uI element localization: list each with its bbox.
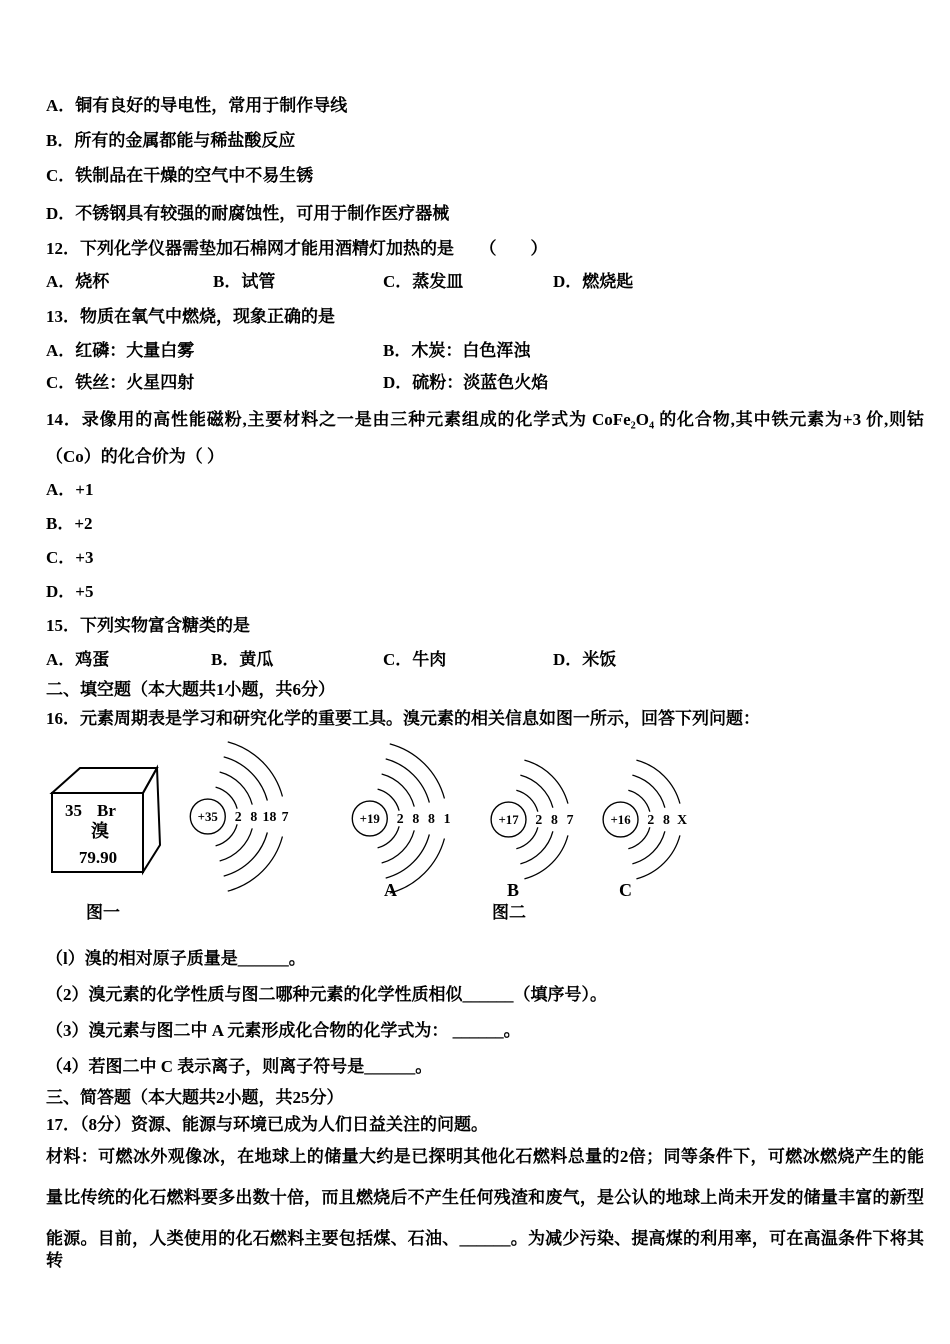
q16-part-3: （3）溴元素与图二中 A 元素形成化合物的化学式为： ______。 — [46, 1021, 521, 1040]
nucleus-charge: +16 — [610, 813, 631, 828]
q15-stem: 15．下列实物富含糖类的是 — [46, 616, 250, 635]
q13-option-a: A．红磷：大量白雾 — [46, 341, 195, 360]
q12-option-b: B．试管 — [213, 272, 276, 291]
q12-stem: 12．下列化学仪器需垫加石棉网才能用酒精灯加热的是 （ ） — [46, 239, 548, 258]
atom-diagram-a — [342, 743, 462, 894]
shell-count: 2 — [234, 809, 242, 825]
q13-stem: 13．物质在氧气中燃烧，现象正确的是 — [46, 307, 335, 326]
atom-diagram-bromine — [180, 741, 300, 892]
q15-option-a: A．鸡蛋 — [46, 650, 110, 669]
element-mass: 79.90 — [78, 848, 118, 867]
figure1-caption: 图一 — [86, 903, 120, 922]
q13-option-b: B．木炭：白色浑浊 — [383, 341, 531, 360]
q13-options-row2 — [46, 372, 548, 394]
q15-option-d: D．米饭 — [553, 650, 617, 669]
cube-right-face — [143, 768, 160, 872]
shell-count: 1 — [443, 811, 451, 827]
atom-diagram-b — [481, 744, 582, 895]
fill-section-header: 二、填空题（本大题共1小题，共6分） — [46, 680, 335, 699]
nucleus-charge: +19 — [359, 812, 380, 827]
nucleus-charge: +17 — [498, 813, 519, 828]
element-symbol: Br — [97, 801, 116, 820]
q15-option-b: B．黄瓜 — [211, 650, 274, 669]
shell-count: 18 — [262, 809, 277, 825]
figure2-caption: 图二 — [492, 903, 526, 922]
short-answer-section-header: 三、简答题（本大题共2小题，共25分） — [46, 1088, 344, 1107]
q15-option-c: C．牛肉 — [383, 650, 447, 669]
atom-label-c: C — [619, 880, 632, 900]
q12-options-row — [46, 271, 633, 293]
q11-option-a: A．铜有良好的导电性，常用于制作导线 — [46, 96, 348, 115]
q13-options-row1 — [46, 340, 530, 362]
q14-option-a: A．+1 — [46, 480, 94, 499]
atom-label-b: B — [507, 880, 520, 900]
shell-count: 8 — [428, 811, 435, 827]
q13-option-d: D．硫粉：淡蓝色火焰 — [383, 373, 549, 392]
atom-label-a: A — [384, 880, 397, 900]
q17-stem: 17．（8分）资源、能源与环境已成为人们日益关注的问题。 — [46, 1115, 488, 1134]
q16-part-4: （4）若图二中 C 表示离子，则离子符号是______。 — [46, 1057, 433, 1076]
shell-count: 8 — [412, 811, 420, 827]
q15-options-row — [46, 649, 616, 671]
shell-count: 2 — [396, 811, 404, 827]
q12-option-a: A．烧杯 — [46, 272, 110, 291]
nucleus-charge: +35 — [197, 810, 218, 825]
shell-count: X — [677, 812, 688, 828]
element-name: 溴 — [91, 821, 109, 841]
q17-material-line3: 能源。目前，人类使用的化石燃料主要包括煤、石油、______。为减少污染、提高煤的利用率，可在高温条件下将其转 — [46, 1229, 924, 1270]
shell-count: 8 — [663, 812, 670, 828]
q14-stem-line2: （Co）的化合价为（ ） — [46, 447, 225, 466]
q14-option-d: D．+5 — [46, 582, 94, 601]
shell-count: 8 — [250, 809, 258, 825]
periodic-cell-figure — [50, 767, 162, 873]
q11-option-d: D．不锈钢具有较强的耐腐蚀性，可用于制作医疗器械 — [46, 204, 450, 223]
q11-option-b: B．所有的金属都能与稀盐酸反应 — [46, 131, 296, 150]
q11-option-c: C．铁制品在干燥的空气中不易生锈 — [46, 166, 314, 185]
q14-option-c: C．+3 — [46, 548, 94, 567]
q12-option-d: D．燃烧匙 — [553, 272, 634, 291]
element-atomic-number: 35 — [65, 801, 82, 820]
q14-option-b: B．+2 — [46, 514, 93, 533]
q12-option-c: C．蒸发皿 — [383, 272, 464, 291]
q16-part-1: （l）溴的相对原子质量是______。 — [46, 949, 306, 968]
shell-count: 8 — [551, 812, 558, 828]
q17-material-line2: 量比传统的化石燃料要多出数十倍，而且燃烧后不产生任何残渣和废气，是公认的地球上尚未开发的储量丰富的新型 — [46, 1188, 924, 1207]
q16-stem: 16．元素周期表是学习和研究化学的重要工具。溴元素的相关信息如图一所示，回答下列问题： — [46, 709, 760, 728]
shell-count: 7 — [281, 809, 289, 825]
q13-option-c: C．铁丝：火星四射 — [46, 373, 195, 392]
shell-count: 2 — [647, 812, 655, 828]
q14-stem-line1: 14．录像用的高性能磁粉,主要材料之一是由三种元素组成的化学式为 CoFe₂O₄ 的化合物,其中铁元素为+3 价,则钴 — [46, 410, 924, 429]
atom-diagram-c — [593, 744, 694, 895]
cube-top-face — [52, 768, 157, 793]
q16-part-2: （2）溴元素的化学性质与图二哪种元素的化学性质相似______（填序号）。 — [46, 985, 607, 1004]
shell-count: 7 — [566, 812, 574, 828]
q17-material-line1: 材料：可燃冰外观像冰，在地球上的储量大约是已探明其他化石燃料总量的2倍；同等条件下，可燃冰燃烧产生的能 — [46, 1147, 924, 1166]
shell-count: 2 — [535, 812, 543, 828]
